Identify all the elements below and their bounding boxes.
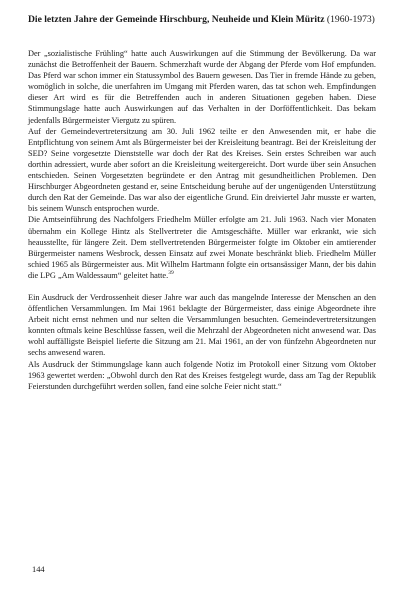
paragraph-2: Auf der Gemeindevertretersitzung am 30. Juli 1962 teilte er den Anwesenden mit, er habe die Entpflichtung von seinem Amt als Bürgermeister bei der Kreisleitung beantragt. Bei der Kreisleitung der SED? Seine vorgesetzte Dienststelle war doch der Rat des Kreises. Sein erstes Schreiben war auch dorthin adressiert, wurde aber sofort an die Kreisleitung weitergereicht. Dort wurde über sein Ansuchen entschieden. Seinen Vorgesetzten begründete er den Antrag mit gesundheitlichen Problemen. Den Hirschburger Abgeordneten gestand er, seine Entscheidung beruhe auf der ungenügenden Unterstützung durch den Rat der Gemeinde. Das war also der eigentliche Grund. Ein dreiviertel Jahr musste er warten, bis seinem Wunsch entsprochen wurde.: [28, 126, 376, 214]
paragraph-gap: [28, 281, 376, 292]
paragraph-5: Als Ausdruck der Stimmungslage kann auch folgende Notiz im Protokoll einer Sitzung vom Oktober 1963 gewertet werden: „Obwohl durch den Rat des Kreises festgelegt wurde, dass am Tag der Republik Feierstunden durchgeführt werden sollen, fand eine solche Feier nicht statt.“: [28, 359, 376, 391]
paragraph-4: Ein Ausdruck der Verdrossenheit dieser Jahre war auch das mangelnde Interesse der Menschen an den öffentlichen Versammlungen. Im Mai 1961 beklagte der Bürgermeister, dass einige Abgeordnete ihre Arbeit nicht ernst nehmen und nur selten die Versammlungen besuchten. Gemeindevertretersitzungen konnten oftmals keine Beschlüsse fassen, weil die Mehrzahl der Abgeordneten nicht anwesend war. Das wohl auffälligste Beispiel lieferte die Sitzung am 21. Mai 1961, an der von fünfzehn Abgeordneten nur sechs anwesend waren.: [28, 292, 376, 358]
paragraph-1: Der „sozialistische Frühling“ hatte auch Auswirkungen auf die Stimmung der Bevölkerung. Da war zunächst die Betroffenheit der Bauern. Schmerzhaft wurde der Abgang der Pferde vom Hof empfunden. Das Pferd war schon immer ein Statussymbol des Bauern gewesen. Das Tier in fremde Hände zu geben, womöglich in solche, die unerfahren im Umgang mit Pferden waren, das tat schon weh. Empfindungen dieser Art wird es für die Betreffenden auch in anderen Situationen gegeben haben. Diese Stimmungslage hatte auch Auswirkungen auf das Verhalten in der Dorföffentlichkeit. Das bekam jedenfalls Bürgermeister Viergutz zu spüren.: [28, 49, 376, 125]
page-number: 144: [32, 565, 45, 574]
paragraph-3-text: Die Amtseinführung des Nachfolgers Friedhelm Müller erfolgte am 21. Juli 1963. Nach vier Monaten übernahm ein Kollege Hintz als Stellvertreter die Amtsgeschäfte. Müller war erkrankt, wie sich heausstellte, für längere Zeit. Dem stellvertretenden Bürgermeister folgte im Oktober ein amtierender Bürgermeister namens Wesbrock, dessen Einsatz auf zwei Monate beschränkt blieb. Friedhelm Müller schied 1965 als Bürgermeister aus. Mit Wilhelm Hartmann folgte ein ortsansässiger Mann, der bis dahin die LPG „Am Waldessaum“ geleitet hatte.: [28, 215, 376, 280]
chapter-heading: [28, 14, 376, 26]
chapter-title: Die letzten Jahre der Gemeinde Hirschburg, Neuheide und Klein Müritz: [28, 14, 325, 25]
page-body: [28, 14, 376, 392]
footnote-marker: 39: [168, 270, 174, 277]
chapter-years: (1960-1973): [326, 14, 375, 25]
paragraph-3: [28, 214, 376, 281]
